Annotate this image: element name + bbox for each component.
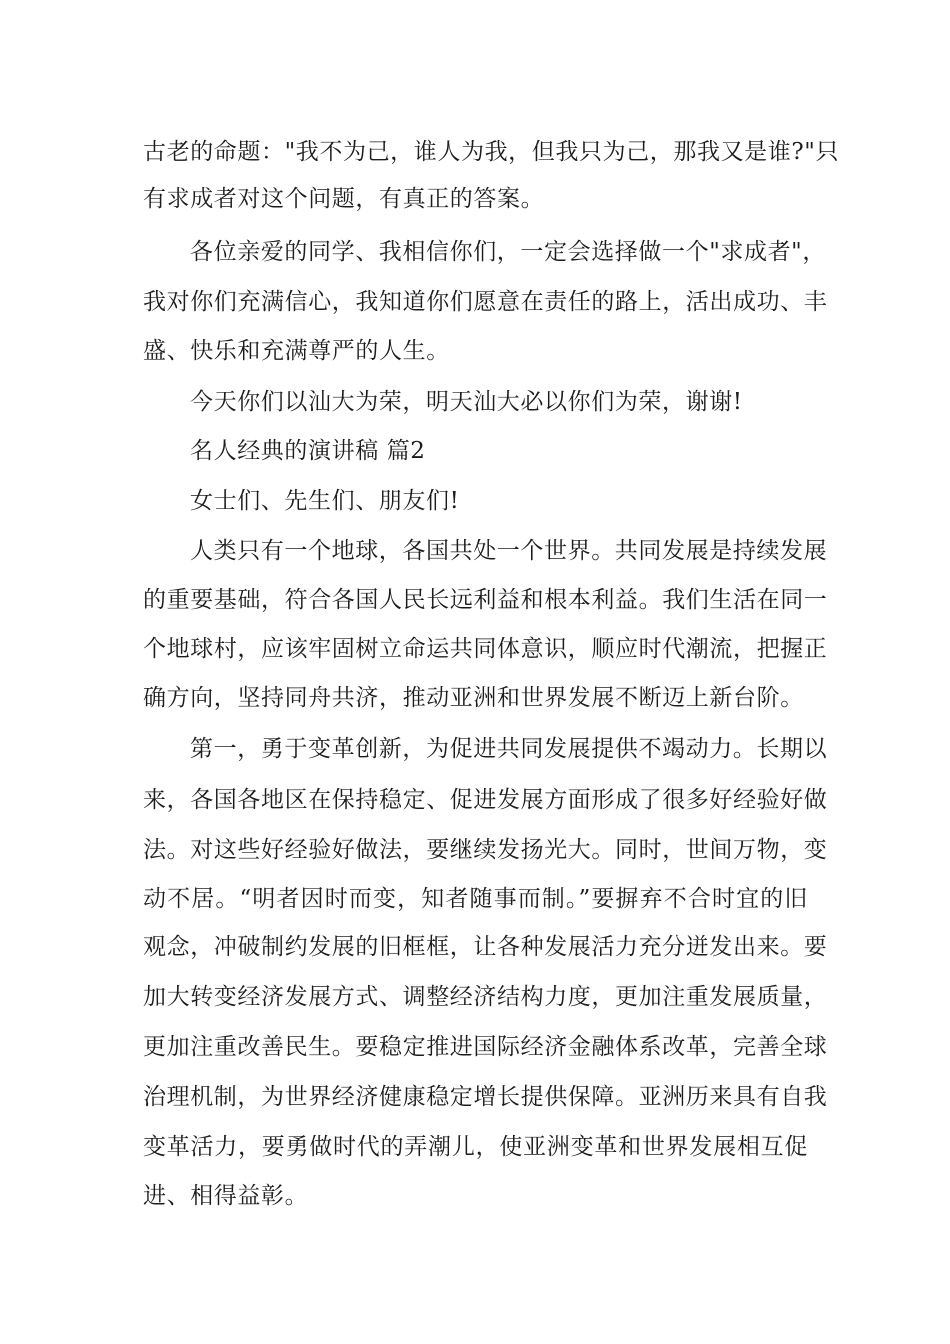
section-heading: 名人经典的演讲稿 篇2: [190, 438, 426, 464]
text-line: 治理机制，为世界经济健康稳定增长提供保障。亚洲历来具有自我: [143, 1084, 828, 1110]
text-line: 进、相得益彰。: [143, 1183, 309, 1209]
text-line: 观念，冲破制约发展的旧框框，让各种发展活力充分迸发出来。要: [143, 934, 828, 960]
text-line: 个地球村，应该牢固树立命运共同体意识，顺应时代潮流，把握正: [143, 636, 828, 662]
text-line: 人类只有一个地球，各国共处一个世界。共同发展是持续发展: [190, 538, 828, 564]
text-line: 更加注重改善民生。要稳定推进国际经济金融体系改革，完善全球: [143, 1034, 828, 1060]
text-line: 来，各国各地区在保持稳定、促进发展方面形成了很多好经验好做: [143, 787, 828, 813]
text-line: 加大转变经济发展方式、调整经济结构力度，更加注重发展质量，: [143, 984, 828, 1010]
text-line: 的重要基础，符合各国人民长远利益和根本利益。我们生活在同一: [143, 587, 828, 613]
salutation: 女士们、先生们、朋友们!: [190, 488, 460, 514]
text-line: 第一，勇于变革创新，为促进共同发展提供不竭动力。长期以: [190, 736, 828, 762]
text-line: 古老的命题："我不为己，谁人为我，但我只为己，那我又是谁?"只: [143, 139, 840, 165]
text-line: 变革活力，要勇做时代的弄潮儿，使亚洲变革和世界发展相互促: [143, 1134, 808, 1160]
text-line: 法。对这些好经验好做法，要继续发扬光大。同时，世间万物，变: [143, 837, 828, 863]
text-line: 确方向，坚持同舟共济，推动亚洲和世界发展不断迈上新台阶。: [143, 685, 804, 711]
text-line: 各位亲爱的同学、我相信你们，一定会选择做一个"求成者"，: [190, 239, 826, 265]
text-line: 动不居。“明者因时而变，知者随事而制。”要摒弃不合时宜的旧: [143, 886, 808, 912]
text-line: 盛、快乐和充满尊严的人生。: [143, 338, 450, 364]
text-line: 今天你们以汕大为荣，明天汕大必以你们为荣，谢谢!: [190, 389, 743, 415]
text-line: 我对你们充满信心，我知道你们愿意在责任的路上，活出成功、丰: [143, 289, 828, 315]
text-line: 有求成者对这个问题，有真正的答案。: [143, 186, 545, 212]
